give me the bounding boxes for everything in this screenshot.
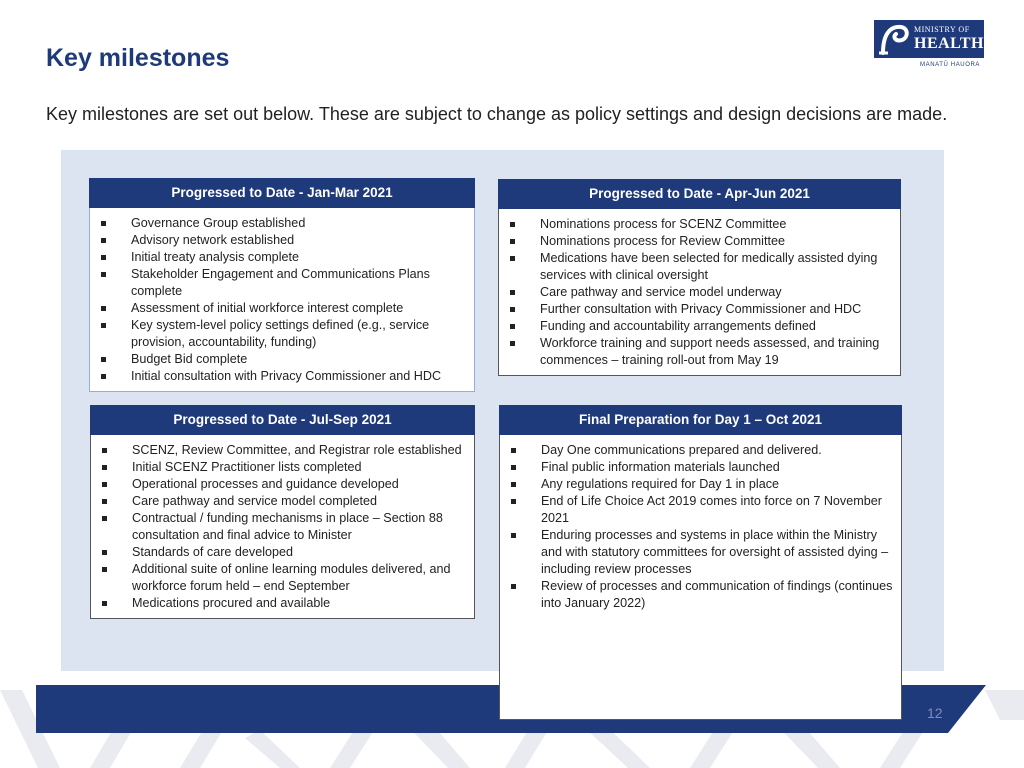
list-item: Stakeholder Engagement and Communications Plans complete (98, 266, 466, 300)
list-item: Funding and accountability arrangements defined (507, 318, 892, 335)
list-item: Day One communications prepared and delivered. (508, 442, 893, 459)
list-item: Operational processes and guidance developed (99, 476, 466, 493)
logo-line2: HEALTH (914, 35, 984, 52)
card-header: Progressed to Date - Jan-Mar 2021 (89, 178, 475, 208)
card-body (498, 209, 901, 376)
milestone-card-jul-sep (90, 405, 475, 619)
list-item: Care pathway and service model underway (507, 284, 892, 301)
card-header: Progressed to Date - Apr-Jun 2021 (498, 179, 901, 209)
list-item: Advisory network established (98, 232, 466, 249)
koru-icon (877, 23, 911, 55)
milestone-list (90, 208, 474, 391)
intro-text: Key milestones are set out below. These are subject to change as policy settings and design decisions are made. (46, 104, 948, 124)
card-body (89, 208, 475, 392)
page-title: Key milestones (46, 44, 230, 72)
card-header: Progressed to Date - Jul-Sep 2021 (90, 405, 475, 435)
list-item: Initial SCENZ Practitioner lists completed (99, 459, 466, 476)
list-item: Care pathway and service model completed (99, 493, 466, 510)
list-item: Initial treaty analysis complete (98, 249, 466, 266)
list-item: Contractual / funding mechanisms in place – Section 88 consultation and final advice to Minister (99, 510, 466, 544)
list-item: Enduring processes and systems in place within the Ministry and with statutory committees for oversight of assisted dying – including review processes (508, 527, 893, 578)
milestone-card-apr-jun (498, 179, 901, 376)
list-item: SCENZ, Review Committee, and Registrar role established (99, 442, 466, 459)
milestone-card-oct (499, 405, 902, 720)
logo-mark (874, 20, 984, 58)
list-item: Standards of care developed (99, 544, 466, 561)
milestone-list (91, 435, 474, 618)
card-header: Final Preparation for Day 1 – Oct 2021 (499, 405, 902, 435)
list-item: Review of processes and communication of findings (continues into January 2022) (508, 578, 893, 612)
list-item: Additional suite of online learning modules delivered, and workforce forum held – end September (99, 561, 466, 595)
list-item: Budget Bid complete (98, 351, 466, 368)
list-item: Governance Group established (98, 215, 466, 232)
list-item: Nominations process for SCENZ Committee (507, 216, 892, 233)
list-item: End of Life Choice Act 2019 comes into force on 7 November 2021 (508, 493, 893, 527)
milestone-card-jan-mar (89, 178, 475, 392)
card-body (499, 435, 902, 720)
list-item: Key system-level policy settings defined (e.g., service provision, accountability, funding) (98, 317, 466, 351)
list-item: Medications have been selected for medically assisted dying services with clinical oversight (507, 250, 892, 284)
ministry-of-health-logo (874, 20, 986, 70)
list-item: Further consultation with Privacy Commissioner and HDC (507, 301, 892, 318)
list-item: Medications procured and available (99, 595, 466, 612)
list-item: Nominations process for Review Committee (507, 233, 892, 250)
logo-line3: MANATŪ HAUORA (920, 62, 981, 68)
list-item: Workforce training and support needs assessed, and training commences – training roll-out from May 19 (507, 335, 892, 369)
list-item: Final public information materials launched (508, 459, 893, 476)
list-item: Assessment of initial workforce interest complete (98, 300, 466, 317)
list-item: Any regulations required for Day 1 in place (508, 476, 893, 493)
card-body (90, 435, 475, 619)
logo-line1: MINISTRY OF (914, 25, 970, 34)
page-number: 12 (927, 705, 943, 721)
milestone-list (500, 435, 901, 618)
list-item: Initial consultation with Privacy Commissioner and HDC (98, 368, 466, 385)
milestone-list (499, 209, 900, 375)
